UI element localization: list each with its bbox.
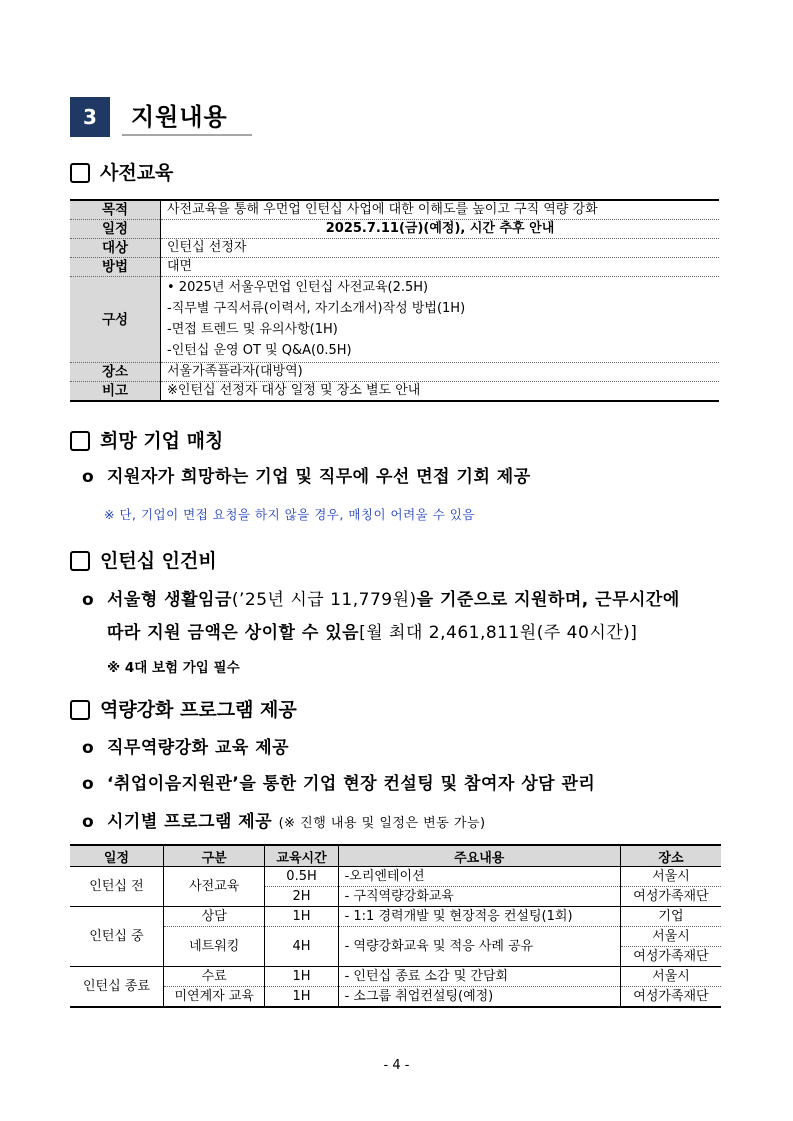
table-row (70, 967, 721, 987)
content-cell: -오리엔테이션 (338, 867, 620, 887)
table-row (70, 927, 721, 947)
bullet-text: 서울형 생활임금 (107, 590, 232, 610)
column-header: 주요내용 (338, 845, 620, 867)
subheading-label: 인턴십 인건비 (100, 550, 217, 572)
row-value: 서울가족플라자(대방역) (161, 363, 720, 382)
bullet-text: 따라 지원 금액은 상이할 수 있음 (107, 623, 360, 643)
program-bullet (82, 736, 289, 760)
circle-bullet-icon: ο (82, 467, 95, 487)
table-row (70, 220, 719, 239)
content-cell: - 구직역량강화교육 (338, 887, 620, 907)
checkbox-square-icon (70, 551, 90, 571)
bullet-text: 을 기준으로 지원하며, 근무시간에 (416, 590, 680, 610)
bullet-text-detail: [월 최대 2,461,811원(주 40시간)] (359, 623, 638, 643)
row-value: ※인턴십 선정자 대상 일정 및 장소 별도 안내 (161, 382, 720, 402)
row-key: 방법 (70, 258, 161, 277)
labor-bullet-line1 (82, 588, 680, 612)
place-cell: 서울시 (620, 867, 721, 887)
bullet-note: (※ 진행 내용 및 일정은 변동 가능) (278, 816, 486, 831)
subheading-labor-cost (70, 549, 217, 573)
bullet-text: ‘취업이음지원관’을 통한 기업 현장 컨설팅 및 참여자 상담 관리 (107, 774, 596, 794)
row-key: 장소 (70, 363, 161, 382)
circle-bullet-icon: ο (82, 812, 95, 832)
hours-cell: 4H (265, 927, 338, 967)
content-cell: - 역량강화교육 및 적응 사례 공유 (338, 927, 620, 967)
labor-bullet-line2 (107, 621, 637, 645)
place-cell: 기업 (620, 907, 721, 927)
section-title-underline (122, 134, 252, 136)
matching-note: ※ 단, 기업이 면접 요청을 하지 않을 경우, 매칭이 어려울 수 있음 (104, 507, 475, 522)
row-key: 비고 (70, 382, 161, 402)
composition-line: -인턴십 운영 OT 및 Q&A(0.5H) (167, 343, 352, 358)
composition-line: -직무별 구직서류(이력서, 자기소개서)작성 방법(1H) (167, 301, 466, 316)
table-row (70, 382, 719, 402)
hours-cell: 0.5H (265, 867, 338, 887)
stage-cell: 인턴십 종료 (70, 967, 163, 1008)
row-key: 구성 (70, 277, 161, 363)
bullet-text: 지원자가 희망하는 기업 및 직무에 우선 면접 기회 제공 (107, 467, 531, 487)
bullet-text: 시기별 프로그램 제공 (107, 812, 273, 832)
place-cell: 여성가족재단 (620, 887, 721, 907)
circle-bullet-icon: ο (82, 590, 95, 610)
program-schedule-table (70, 844, 721, 1008)
row-value: 사전교육을 통해 우먼업 인턴십 사업에 대한 이해도를 높이고 구직 역량 강화 (161, 200, 720, 220)
row-key: 일정 (70, 220, 161, 239)
subheading-program (70, 698, 297, 722)
hours-cell: 1H (265, 987, 338, 1008)
column-header: 장소 (620, 845, 721, 867)
bullet-text-detail: (’25년 시급 11,779원) (231, 590, 417, 610)
hours-cell: 1H (265, 907, 338, 927)
composition-line: • 2025년 서울우먼업 인턴십 사전교육(2.5H) (167, 280, 429, 295)
table-row (70, 258, 719, 277)
section-number-badge: 3 (70, 97, 110, 137)
table-row (70, 907, 721, 927)
table-row (70, 200, 719, 220)
program-bullet (82, 772, 595, 796)
place-cell: 서울시 (620, 927, 721, 947)
checkbox-square-icon (70, 163, 90, 183)
column-header: 일정 (70, 845, 163, 867)
subheading-matching (70, 429, 223, 453)
bullet-text: 직무역량강화 교육 제공 (107, 738, 290, 758)
content-cell: - 1:1 경력개발 및 현장적응 컨설팅(1회) (338, 907, 620, 927)
subheading-label: 역량강화 프로그램 제공 (100, 699, 297, 721)
page-number: - 4 - (383, 1058, 410, 1073)
column-header: 구분 (163, 845, 265, 867)
subheading-label: 사전교육 (100, 162, 174, 184)
circle-bullet-icon: ο (82, 774, 95, 794)
type-cell: 수료 (163, 967, 265, 987)
checkbox-square-icon (70, 431, 90, 451)
circle-bullet-icon: ο (82, 738, 95, 758)
row-value-lines (161, 277, 720, 363)
table-row (70, 867, 721, 887)
content-cell: - 소그룹 취업컨설팅(예정) (338, 987, 620, 1008)
stage-cell: 인턴십 중 (70, 907, 163, 967)
labor-note: ※ 4대 보험 가입 필수 (107, 660, 240, 676)
table-row (70, 987, 721, 1008)
content-cell: - 인턴십 종료 소감 및 간담회 (338, 967, 620, 987)
row-value: 2025.7.11(금)(예정), 시간 추후 안내 (161, 220, 720, 239)
hours-cell: 2H (265, 887, 338, 907)
place-cell: 서울시 (620, 967, 721, 987)
table-row (70, 277, 719, 363)
type-cell: 사전교육 (163, 867, 265, 907)
pre-education-table (70, 199, 719, 402)
subheading-label: 희망 기업 매칭 (100, 430, 224, 452)
matching-bullet (82, 465, 531, 489)
row-value: 대면 (161, 258, 720, 277)
table-row (70, 239, 719, 258)
column-header: 교육시간 (265, 845, 338, 867)
place-cell: 여성가족재단 (620, 987, 721, 1008)
hours-cell: 1H (265, 967, 338, 987)
section-title: 지원내용 (131, 103, 228, 131)
place-cell: 여성가족재단 (620, 947, 721, 967)
type-cell: 네트워킹 (163, 927, 265, 967)
row-key: 목적 (70, 200, 161, 220)
checkbox-square-icon (70, 700, 90, 720)
stage-cell: 인턴십 전 (70, 867, 163, 907)
row-value: 인턴십 선정자 (161, 239, 720, 258)
subheading-pre-education (70, 161, 173, 185)
composition-line: -면접 트렌드 및 유의사항(1H) (167, 322, 338, 337)
row-key: 대상 (70, 239, 161, 258)
program-bullet (82, 810, 486, 836)
type-cell: 미연계자 교육 (163, 987, 265, 1008)
type-cell: 상담 (163, 907, 265, 927)
table-header-row (70, 845, 721, 867)
table-row (70, 363, 719, 382)
